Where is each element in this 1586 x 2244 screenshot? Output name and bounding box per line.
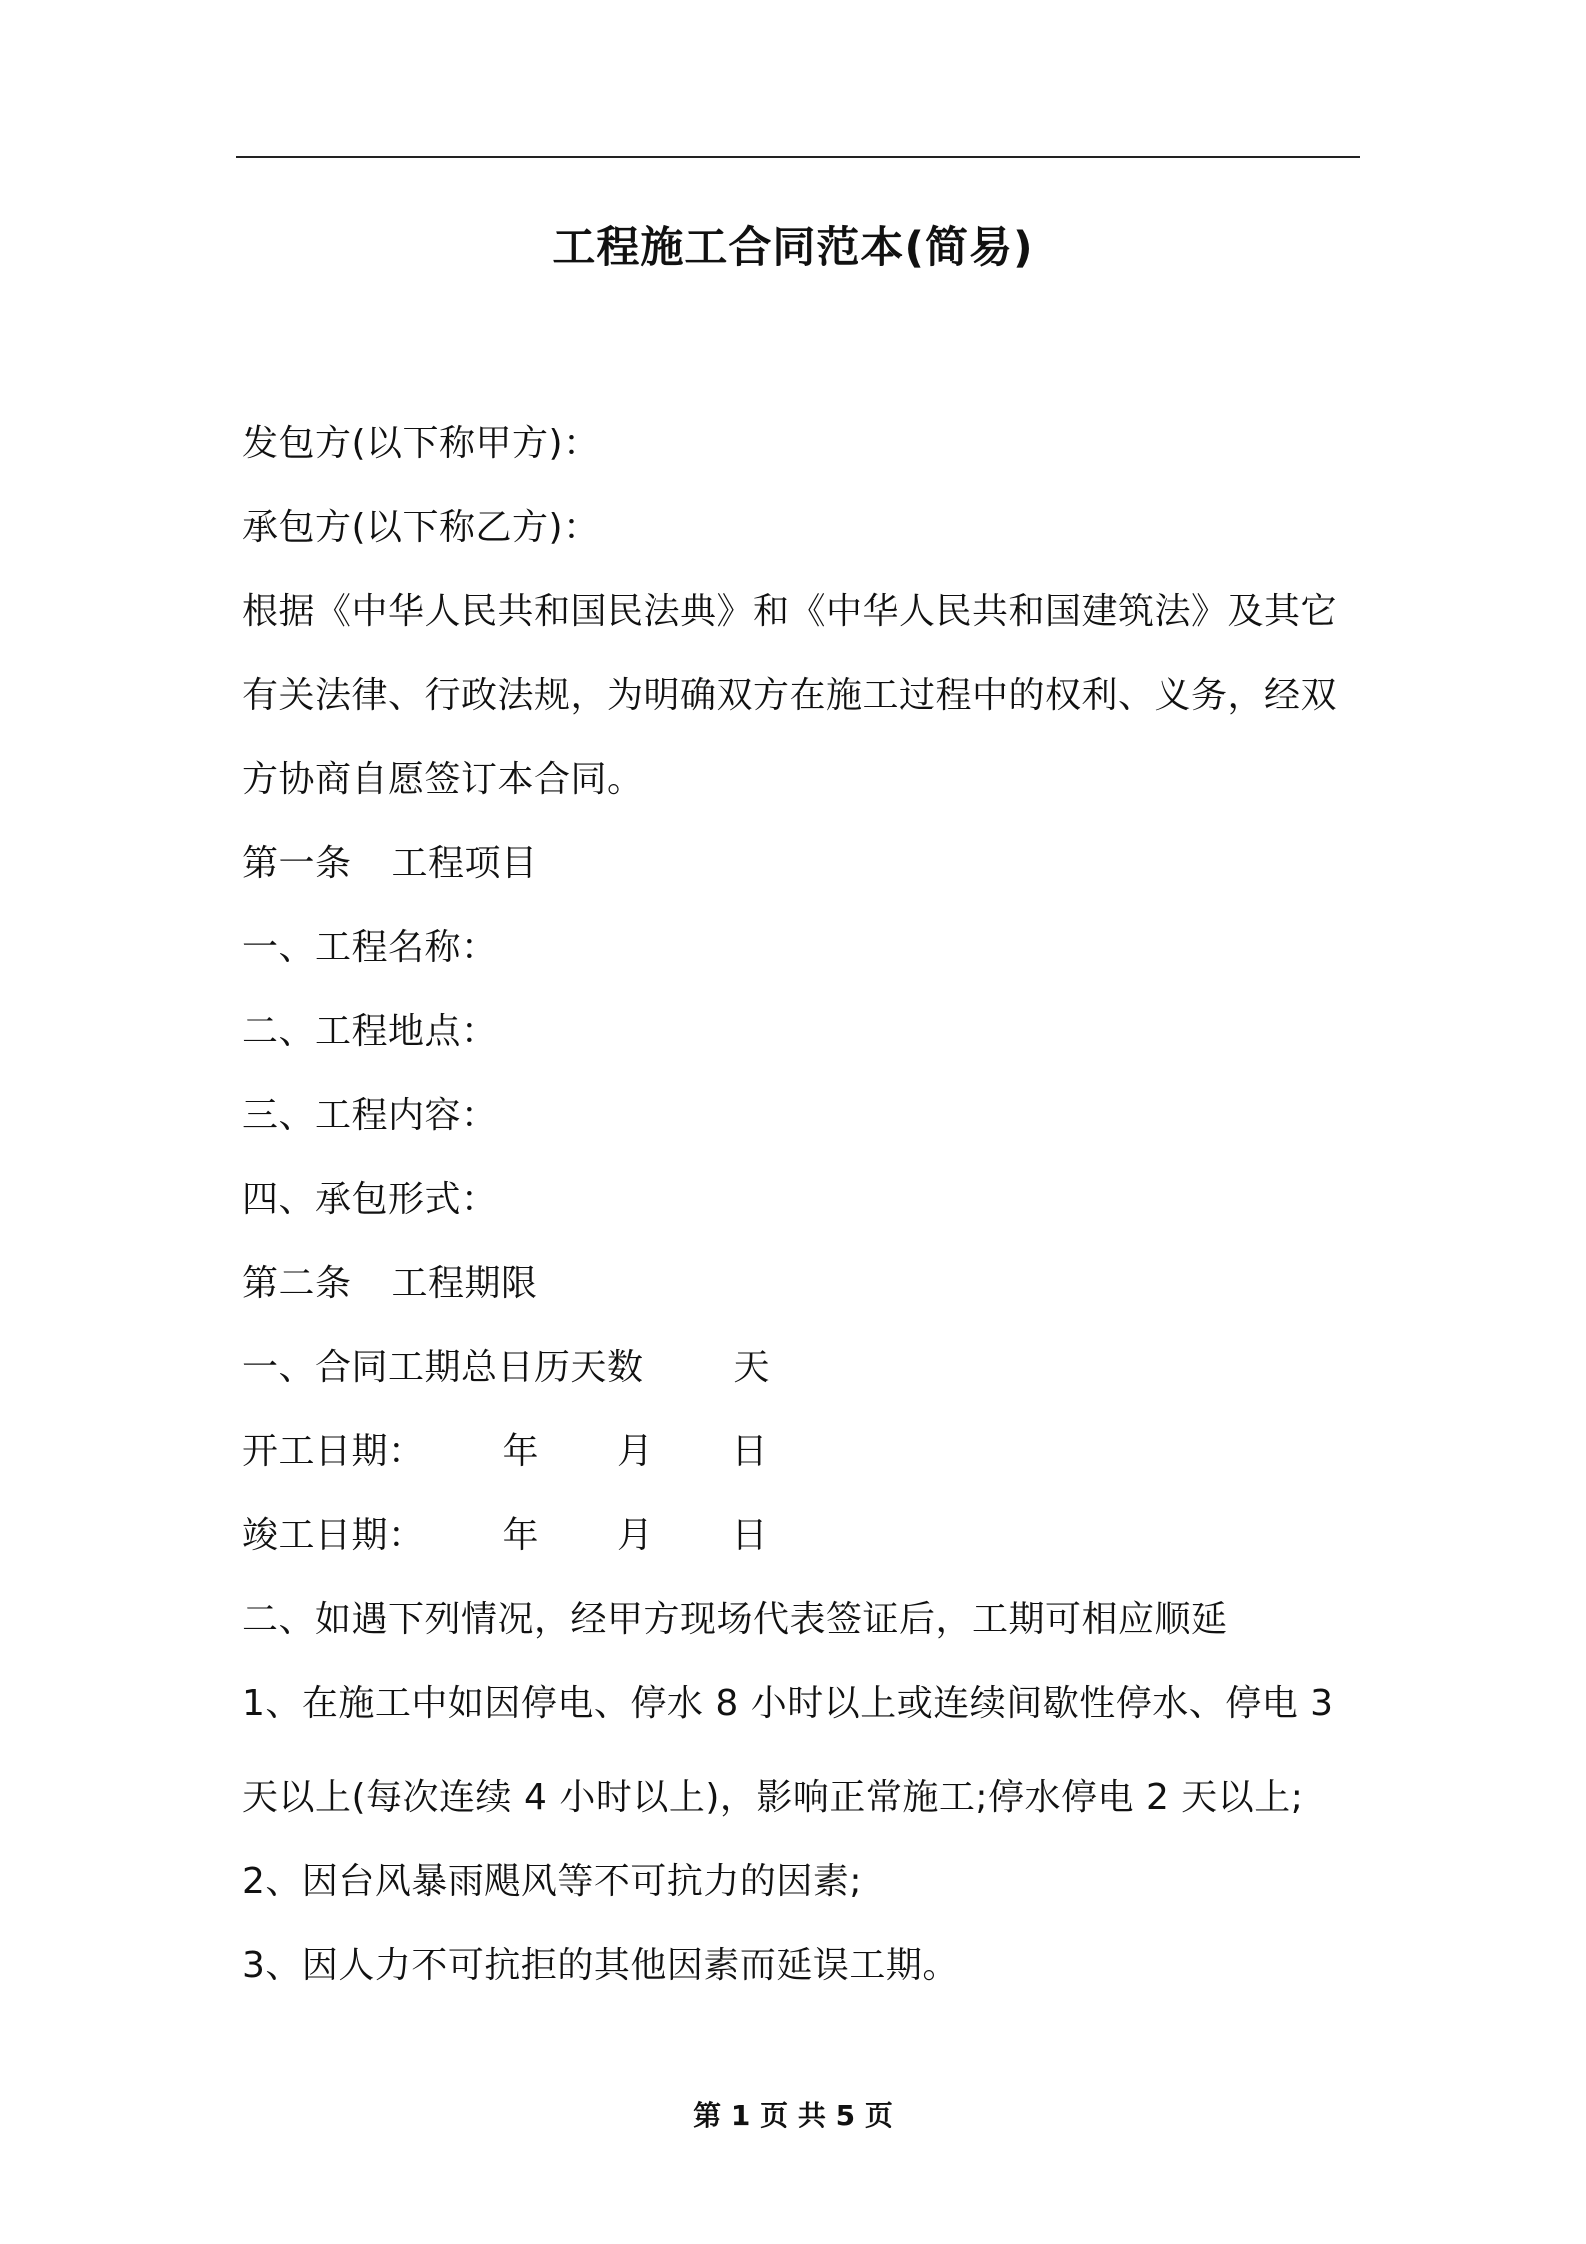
project-location-line: 二、工程地点： <box>242 1011 498 1052</box>
article-title: 工程项目 <box>391 843 538 884</box>
condition-1-line: 1、在施工中如因停电、停水 8 小时以上或连续间歇性停水、停电 3 <box>242 1683 1334 1724</box>
article-number: 第一条 <box>242 843 352 884</box>
duration-label: 一、合同工期总日历天数 <box>242 1347 644 1388</box>
party-b-line: 承包方(以下称乙方)： <box>242 507 600 548</box>
project-content-line: 三、工程内容： <box>242 1095 498 1136</box>
condition-2-line: 2、因台风暴雨飓风等不可抗力的因素; <box>242 1861 863 1902</box>
contract-form-line: 四、承包形式： <box>242 1179 498 1220</box>
preamble-line: 方协商自愿签订本合同。 <box>242 759 644 800</box>
article-1-heading <box>242 822 1362 906</box>
condition-3-line: 3、因人力不可抗拒的其他因素而延误工期。 <box>242 1945 959 1986</box>
document-body <box>242 402 1362 2008</box>
start-date-line <box>242 1410 1362 1494</box>
project-name-line: 一、工程名称： <box>242 927 498 968</box>
day-unit: 日 <box>731 1515 769 1556</box>
preamble-line: 有关法律、行政法规，为明确双方在施工过程中的权利、义务，经双 <box>242 675 1338 716</box>
article-number: 第二条 <box>242 1263 352 1304</box>
end-date-line <box>242 1494 1362 1578</box>
header-rule <box>236 156 1360 158</box>
month-unit: 月 <box>617 1515 654 1556</box>
article-title: 工程期限 <box>391 1263 538 1304</box>
end-date-label: 竣工日期： <box>242 1515 425 1556</box>
document-title: 工程施工合同范本(简易) <box>552 223 1034 273</box>
duration-line <box>242 1326 1362 1410</box>
year-unit: 年 <box>502 1515 540 1556</box>
day-unit: 日 <box>731 1431 769 1472</box>
extension-intro-line: 二、如遇下列情况，经甲方现场代表签证后，工期可相应顺延 <box>242 1599 1228 1640</box>
party-a-line: 发包方(以下称甲方)： <box>242 423 600 464</box>
condition-1-line: 天以上(每次连续 4 小时以上)，影响正常施工;停水停电 2 天以上; <box>242 1777 1304 1818</box>
duration-unit: 天 <box>733 1347 771 1388</box>
page-indicator: 第 1 页 共 5 页 <box>693 2099 893 2132</box>
start-date-label: 开工日期： <box>242 1431 425 1472</box>
preamble-line: 根据《中华人民共和国民法典》和《中华人民共和国建筑法》及其它 <box>242 591 1338 632</box>
article-2-heading <box>242 1242 1362 1326</box>
month-unit: 月 <box>617 1431 654 1472</box>
year-unit: 年 <box>502 1431 540 1472</box>
